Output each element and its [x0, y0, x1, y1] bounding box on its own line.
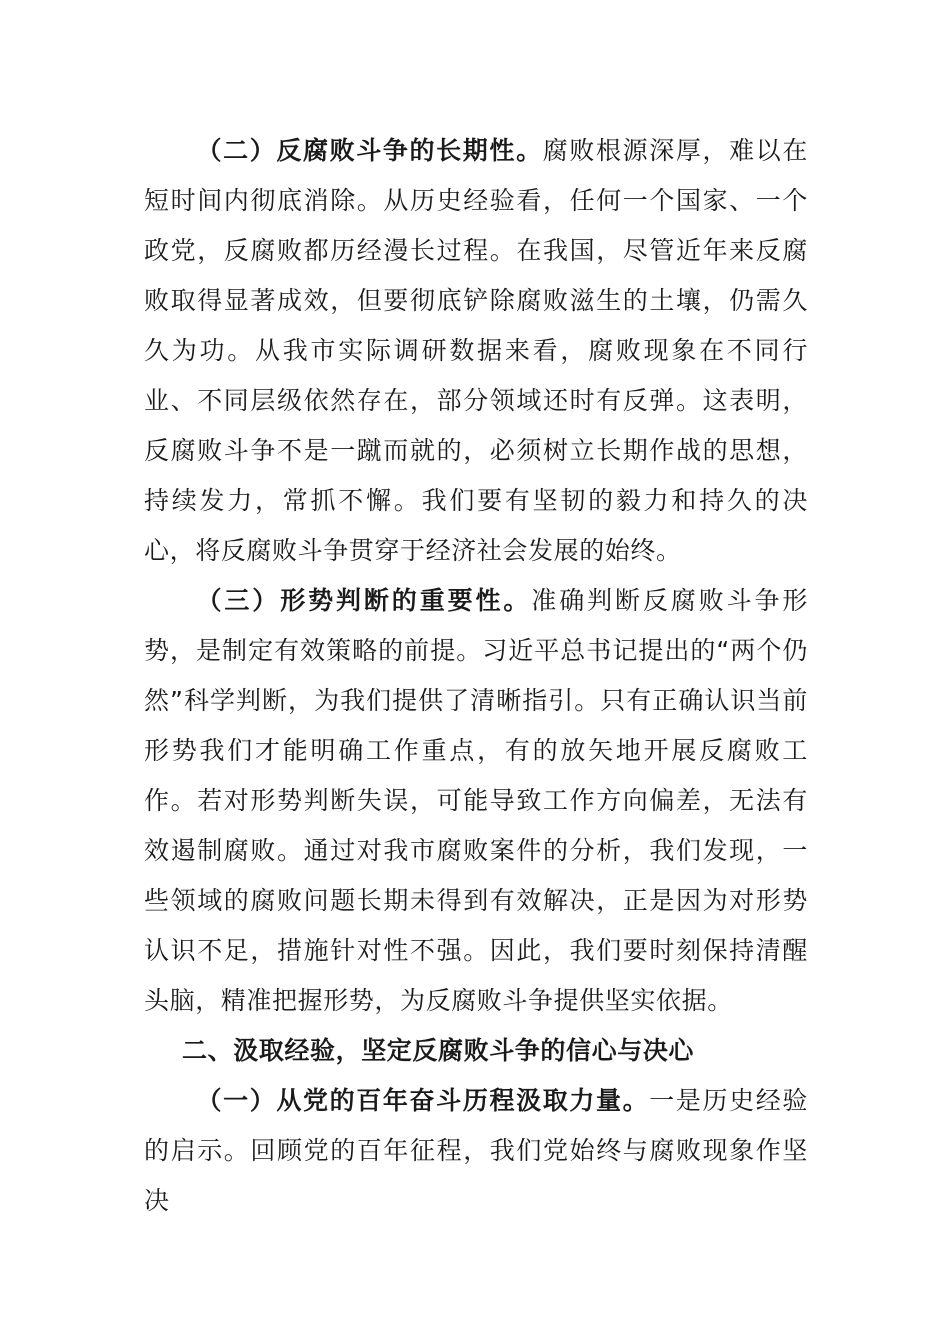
paragraph-lead: （一）从党的百年奋斗历程汲取力量。 [196, 1086, 650, 1115]
section-heading: 二、汲取经验，坚定反腐败斗争的信心与决心 [182, 1036, 695, 1065]
paragraph-situation-judgment [144, 576, 808, 1026]
paragraph-body: 准确判断反腐败斗争形势，是制定有效策略的前提。习近平总书记提出的“两个仍然”科学判断，为我们提供了清晰指引。只有正确认识当前形势我们才能明确工作重点，有的放矢地开展反腐败工作。若对形势判断失误，可能导致工作方向偏差，无法有效遏制腐败。通过对我市腐败案件的分析，我们发现，一些领域的腐败问题长期未得到有效解决，正是因为对形势认识不足，措施针对性不强。因此，我们要时刻保持清醒头脑，精准把握形势，为反腐败斗争提供坚实依据。 [144, 586, 808, 1015]
paragraph-lead: （三）形势判断的重要性。 [196, 586, 532, 615]
document-page [144, 126, 808, 1226]
paragraph-body: 腐败根源深厚，难以在短时间内彻底消除。从历史经验看，任何一个国家、一个政党，反腐败都历经漫长过程。在我国，尽管近年来反腐败取得显著成效，但要彻底铲除腐败滋生的土壤，仍需久久为功。从我市实际调研数据来看，腐败现象在不同行业、不同层级依然存在，部分领域还时有反弹。这表明，反腐败斗争不是一蹴而就的，必须树立长期作战的思想，持续发力，常抓不懈。我们要有坚韧的毅力和持久的决心，将反腐败斗争贯穿于经济社会发展的始终。 [144, 136, 808, 565]
paragraph-long-term-nature [144, 126, 808, 576]
paragraph-lead: （二）反腐败斗争的长期性。 [196, 136, 543, 165]
paragraph-century-struggle [144, 1076, 808, 1226]
paragraph-body: 一是历史经验的启示。回顾党的百年征程，我们党始终与腐败现象作坚决 [144, 1086, 808, 1215]
